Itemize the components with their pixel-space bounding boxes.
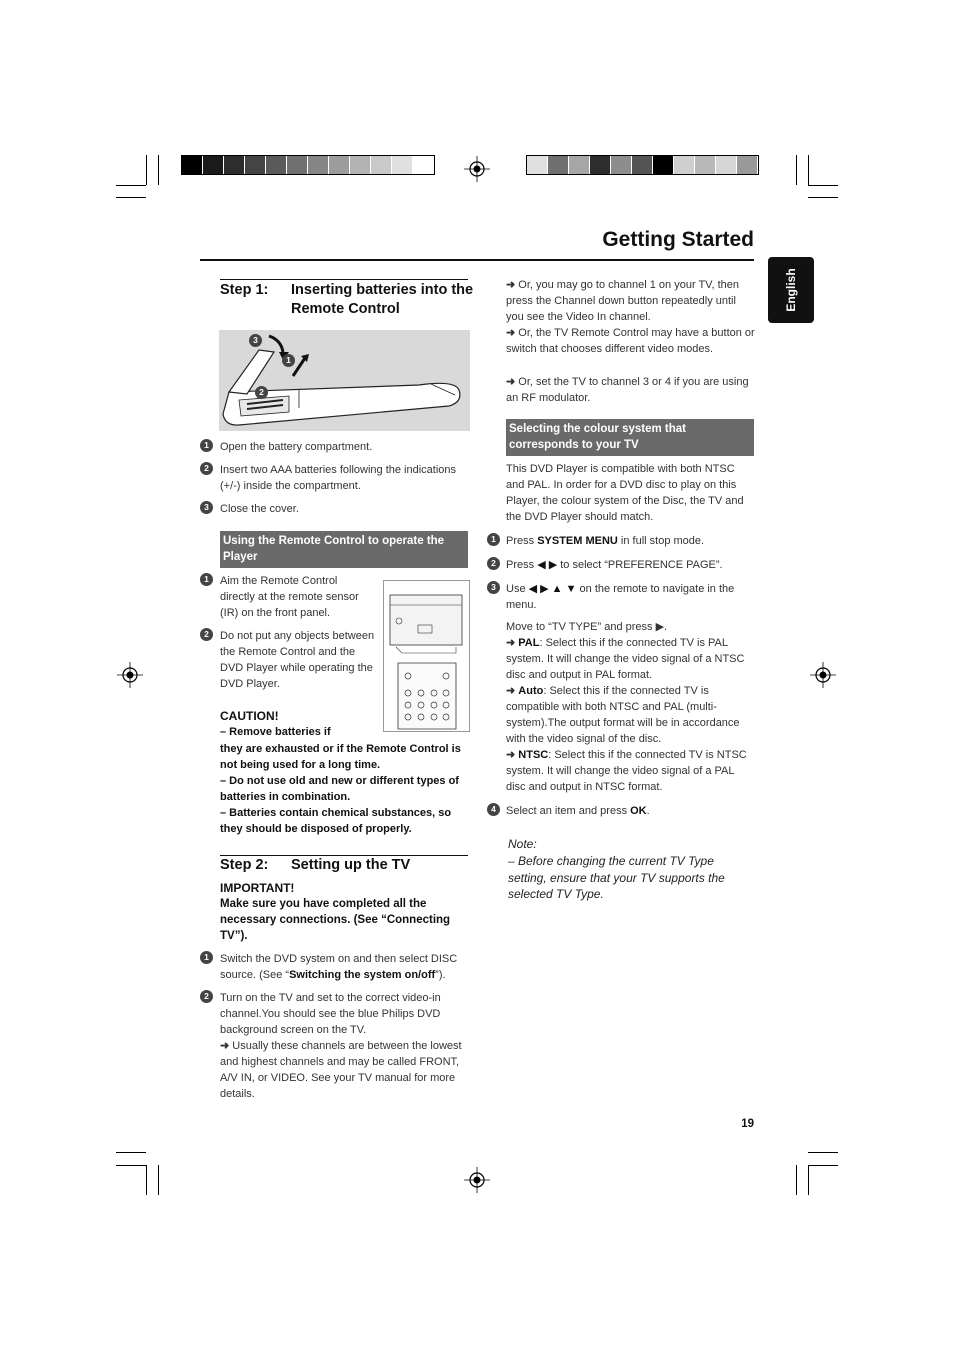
colour-system-section-bar: Selecting the colour system that corresponds to your TV (506, 419, 754, 456)
step2-item-2-arrow-text: Usually these channels are between the lowest and highest channels and may be called FRONT, A/V IN, or VIDEO. See your TV manual for more details. (220, 1040, 462, 1100)
arrow-icon: ➜ (506, 279, 516, 291)
channel-tip (506, 374, 756, 406)
left-right-keys-icon: ◀ ▶ (537, 559, 558, 571)
crop-mark (116, 1165, 146, 1166)
step-number-icon: 2 (200, 628, 213, 641)
move-to-tv-type: Move to “TV TYPE” and press ▶. (506, 621, 668, 633)
color-swatch (569, 156, 590, 174)
color-swatch (413, 156, 434, 174)
colour-step-2-end: to select “PREFERENCE PAGE”. (557, 559, 723, 571)
step2-item-1-end: ”). (435, 969, 446, 981)
crop-mark (796, 1165, 797, 1195)
colour-step-1 (506, 533, 756, 549)
step2-number: Step 2: (220, 857, 269, 873)
colour-step-2 (506, 557, 756, 573)
color-swatch (182, 156, 203, 174)
channel-tip (506, 277, 756, 325)
step2-item-1-text: Switch the DVD system on and then select DISC source. (See “ (220, 953, 458, 981)
ntsc-label: NTSC (518, 749, 549, 761)
crop-mark (116, 185, 146, 186)
colour-step-1-end: in full stop mode. (617, 535, 705, 547)
arrow-icon: ➜ (506, 327, 516, 339)
step-number-icon: 2 (200, 990, 213, 1003)
color-swatch (716, 156, 737, 174)
battery-insertion-figure (219, 330, 470, 431)
colour-step-2-text: Press (506, 559, 538, 571)
note-text: – Before changing the current TV Type setting, ensure that your TV supports the selected TV Type. (508, 854, 725, 901)
remote-instruction: Do not put any objects between the Remote Control and the DVD Player while operating the DVD Player. (220, 630, 375, 690)
channel-tip (506, 325, 756, 357)
color-swatch (371, 156, 392, 174)
arrow-icon: ➜ (506, 685, 516, 697)
crop-mark (808, 155, 809, 185)
arrow-icon: ➜ (220, 1040, 230, 1052)
step1-item: Insert two AAA batteries following the indications (+/-) inside the compartment. (220, 464, 457, 492)
color-swatch (674, 156, 695, 174)
step1-heading (220, 281, 474, 321)
important-text: Make sure you have completed all the necessary connections. (See “Connecting TV”). (220, 898, 451, 943)
important-title: IMPORTANT! (220, 881, 295, 895)
pal-option (506, 635, 756, 683)
step2-item-1 (220, 951, 472, 983)
step2-item-2 (220, 990, 472, 1102)
colour-step-4-end: . (646, 805, 650, 817)
arrow-keys-icon: ◀ ▶ ▲ ▼ (528, 583, 577, 595)
color-swatch (224, 156, 245, 174)
crop-mark (796, 155, 797, 185)
color-swatch (266, 156, 287, 174)
crop-mark (808, 185, 838, 186)
crop-mark (808, 197, 838, 198)
step1-rule (220, 279, 468, 280)
pal-label: PAL (518, 637, 540, 649)
step-number-icon: 1 (487, 533, 500, 546)
color-swatch (392, 156, 413, 174)
colour-step-3-text: Use (506, 583, 529, 595)
registration-mark-icon (464, 156, 490, 182)
color-swatch (695, 156, 716, 174)
crop-mark (158, 1165, 159, 1195)
caution-title: CAUTION! (220, 709, 279, 723)
ntsc-option (506, 747, 756, 795)
figure-marker-1: 1 (282, 354, 295, 367)
step1-number: Step 1: (220, 282, 269, 298)
color-calibration-bar-right (526, 155, 759, 175)
color-swatch (611, 156, 632, 174)
step2-title: Setting up the TV (291, 857, 411, 873)
colour-step-3-end: on the remote to navigate in the menu. (506, 583, 735, 611)
page-title: Getting Started (602, 228, 754, 251)
colour-step-1-text: Press (506, 535, 538, 547)
crop-mark (116, 197, 146, 198)
note-title: Note: (508, 837, 537, 851)
color-swatch (653, 156, 674, 174)
caution-line: – Batteries contain chemical substances, so they should be disposed of properly. (220, 807, 452, 836)
color-swatch (308, 156, 329, 174)
step-number-icon: 2 (487, 557, 500, 570)
auto-text: : Select this if the connected TV is compatible with both NTSC and PAL (multi-system).The output format will be in accordance with the video signal of the disc. (506, 685, 740, 745)
color-swatch (287, 156, 308, 174)
color-calibration-bar-left (181, 155, 435, 175)
color-swatch (350, 156, 371, 174)
page-number: 19 (741, 1118, 754, 1130)
step-number-icon: 2 (200, 462, 213, 475)
colour-step-4-text: Select an item and press (506, 805, 631, 817)
step2-item-2-text: Turn on the TV and set to the correct video-in channel.You should see the blue Philips DVD background screen on the TV. (220, 992, 441, 1036)
crop-mark (116, 1152, 146, 1153)
crop-mark (808, 1152, 838, 1153)
figure-marker-2: 2 (255, 386, 268, 399)
colour-system-intro: This DVD Player is compatible with both NTSC and PAL. In order for a DVD disc to play on this Player, the colour system of the Disc, the TV and the DVD Player should match. (506, 463, 744, 523)
step1-title: Inserting batteries into the Remote Control (291, 282, 474, 317)
crop-mark (808, 1165, 809, 1195)
arrow-icon: ➜ (506, 637, 516, 649)
remote-instruction: Aim the Remote Control directly at the remote sensor (IR) on the front panel. (220, 575, 359, 619)
switching-system-reference: Switching the system on/off (289, 969, 436, 981)
figure-marker-3: 3 (249, 334, 262, 347)
colour-step-4 (506, 803, 756, 819)
step1-item: Open the battery compartment. (220, 441, 373, 453)
color-swatch (245, 156, 266, 174)
crop-mark (146, 1165, 147, 1195)
arrow-icon: ➜ (506, 376, 516, 388)
step2-heading (220, 856, 468, 876)
color-swatch (527, 156, 548, 174)
color-swatch (548, 156, 569, 174)
pal-text: : Select this if the connected TV is PAL system. It will change the video signal of a NTSC disc and output in PAL format. (506, 637, 745, 681)
step-number-icon: 3 (487, 581, 500, 594)
color-swatch (203, 156, 224, 174)
step-number-icon: 1 (200, 573, 213, 586)
channel-tip-text: Or, you may go to channel 1 on your TV, then press the Channel down button repeatedly until you see the Video In channel. (506, 279, 740, 323)
crop-mark (158, 155, 159, 185)
crop-mark (808, 1165, 838, 1166)
ok-key: OK (630, 805, 647, 817)
registration-mark-icon (117, 662, 143, 688)
step-number-icon: 4 (487, 803, 500, 816)
step1-item: Close the cover. (220, 503, 299, 515)
arrow-icon: ➜ (506, 749, 516, 761)
color-swatch (632, 156, 653, 174)
step-number-icon: 1 (200, 951, 213, 964)
registration-mark-icon (810, 662, 836, 688)
color-swatch (737, 156, 758, 174)
language-tab-label: English (784, 268, 798, 312)
channel-tip-text: Or, the TV Remote Control may have a button or switch that chooses different video modes. (506, 327, 755, 355)
auto-option (506, 683, 756, 747)
remote-control-section-bar: Using the Remote Control to operate the Player (220, 531, 468, 568)
color-swatch (590, 156, 611, 174)
caution-line: – Do not use old and new or different types of batteries in combination. (220, 775, 459, 804)
color-swatch (329, 156, 350, 174)
registration-mark-icon (464, 1167, 490, 1193)
title-rule (200, 259, 754, 261)
system-menu-key: SYSTEM MENU (537, 535, 618, 547)
channel-tip-text: Or, set the TV to channel 3 or 4 if you are using an RF modulator. (506, 376, 749, 404)
caution-line: they are exhausted or if the Remote Control is not being used for a long time. (220, 743, 461, 772)
language-tab (768, 257, 814, 323)
crop-mark (146, 155, 147, 185)
ntsc-text: : Select this if the connected TV is NTSC system. It will change the video signal of a PAL disc and output in NTSC format. (506, 749, 747, 793)
step-number-icon: 1 (200, 439, 213, 452)
step-number-icon: 3 (200, 501, 213, 514)
colour-step-3 (506, 581, 756, 613)
auto-label: Auto (518, 685, 544, 697)
caution-line: – Remove batteries if (220, 726, 331, 738)
